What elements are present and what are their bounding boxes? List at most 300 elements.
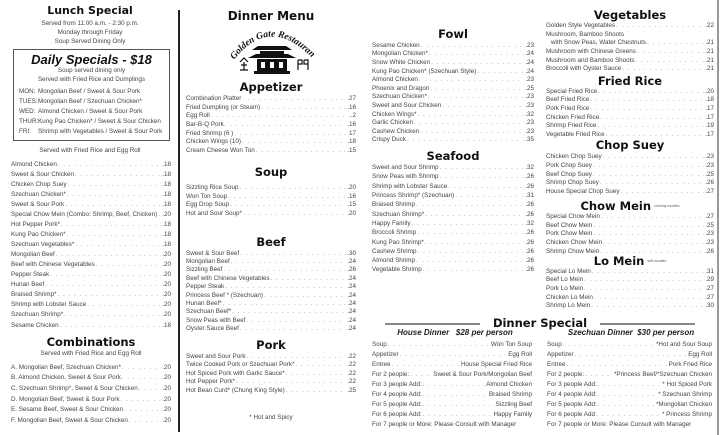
dot-leader bbox=[122, 364, 161, 371]
fowl-section bbox=[372, 28, 534, 144]
item-name: Beef Fried Rice bbox=[546, 96, 590, 104]
item-name: Sweet and Sour Shrimp bbox=[372, 164, 439, 172]
lunch-special-title: Lunch Special bbox=[47, 4, 133, 17]
item-price: .16 bbox=[347, 103, 356, 111]
dot-leader bbox=[211, 112, 350, 119]
item-price: .24 bbox=[347, 291, 356, 299]
lunch-hours: Served from 11:00 a.m. - 2:30 p.m. bbox=[41, 20, 139, 27]
item-name: Won Ton Soup bbox=[186, 192, 228, 200]
course-dish: * Szechuan Shrimp bbox=[658, 391, 712, 399]
item-price: .18 bbox=[347, 138, 356, 146]
dot-leader bbox=[425, 239, 524, 246]
menu-item bbox=[11, 179, 171, 189]
item-price: .22 bbox=[347, 361, 356, 369]
menu-item bbox=[372, 200, 534, 209]
section-title-text: Fried Rice bbox=[597, 74, 663, 88]
menu-item bbox=[11, 310, 171, 320]
item-price: .19 bbox=[705, 122, 714, 130]
dot-leader bbox=[122, 374, 161, 381]
dinner-course-row bbox=[547, 339, 712, 349]
dot-leader bbox=[234, 130, 348, 137]
course-label: For 4 people Add: bbox=[372, 391, 422, 399]
item-name: Hunan Beef* bbox=[186, 300, 222, 308]
course-label: For 2 people: bbox=[547, 370, 585, 378]
special-dish: Kung Pao Chicken* / Sweet & Sour Chicken bbox=[38, 118, 161, 126]
dot-leader bbox=[230, 201, 346, 208]
menu-item bbox=[372, 127, 534, 136]
menu-item bbox=[372, 93, 534, 102]
section-note: soft noodles bbox=[647, 259, 667, 263]
item-name: C. Szechuan Shrimp*, Sweet & Sour Chicken bbox=[11, 384, 138, 392]
menu-item bbox=[546, 229, 714, 238]
course-label: Entree bbox=[547, 360, 566, 368]
dot-leader bbox=[158, 211, 161, 218]
dinner-course-row bbox=[547, 379, 712, 389]
menu-item bbox=[372, 58, 534, 67]
dinner-course-row bbox=[372, 349, 532, 359]
item-price: .20 bbox=[162, 251, 171, 259]
menu-item bbox=[186, 266, 356, 274]
item-name: Fried Dumpling (or Steam) bbox=[186, 103, 261, 111]
dot-leader bbox=[231, 258, 346, 265]
daily-specials-list bbox=[19, 86, 169, 137]
item-name: Mushroom, Bamboo Shoots bbox=[546, 30, 625, 38]
dot-leader bbox=[428, 93, 524, 100]
item-name: Sizzling Beef bbox=[186, 266, 223, 274]
course-label: For 3 people Add: bbox=[372, 380, 422, 388]
dinner-course-row bbox=[372, 400, 532, 410]
szechuan-dinner-heading: Szechuan Dinner $30 per person bbox=[567, 328, 695, 337]
item-name: Beef Chow Mein bbox=[546, 221, 593, 229]
course-dish: Egg Roll bbox=[688, 350, 712, 358]
menu-item bbox=[186, 361, 356, 370]
dot-leader bbox=[637, 48, 704, 55]
dot-leader bbox=[240, 250, 346, 257]
course-dish: * Princess Shrimp bbox=[661, 411, 712, 419]
item-name: B. Almond Chicken, Sweet & Sour Pork bbox=[11, 374, 121, 382]
item-price: .18 bbox=[162, 170, 171, 178]
section-title bbox=[372, 150, 534, 163]
menu-item bbox=[11, 229, 171, 239]
menu-item bbox=[186, 257, 356, 265]
item-name: Shrimp Lo Mein bbox=[546, 302, 591, 310]
item-price: .20 bbox=[162, 406, 171, 414]
dot-leader bbox=[392, 361, 460, 368]
item-name: Hot Pepper Pork* bbox=[186, 378, 236, 386]
dot-leader bbox=[419, 76, 524, 83]
course-dish: Sizzling Beef bbox=[495, 401, 532, 409]
dot-leader bbox=[636, 57, 705, 64]
dinner-course-row bbox=[547, 389, 712, 399]
dot-leader bbox=[414, 119, 524, 126]
menu-item bbox=[546, 56, 714, 65]
dot-leader bbox=[67, 191, 161, 198]
menu-item bbox=[372, 172, 534, 181]
dot-leader bbox=[592, 268, 704, 275]
item-price: .31 bbox=[705, 267, 714, 275]
menu-item bbox=[186, 129, 356, 138]
item-name: Mushroom with Chinese Greens bbox=[546, 47, 636, 55]
item-price: .21 bbox=[705, 47, 714, 55]
menu-item bbox=[11, 280, 171, 290]
dot-leader bbox=[407, 136, 524, 143]
item-price: .27 bbox=[705, 293, 714, 301]
dot-leader bbox=[584, 285, 704, 292]
dinner-course-row bbox=[547, 359, 712, 369]
seafood-section bbox=[372, 150, 534, 275]
menu-item bbox=[372, 75, 534, 84]
dot-leader bbox=[423, 391, 488, 398]
item-name: Snow Peas with Beef bbox=[186, 316, 246, 324]
item-price: .20 bbox=[705, 87, 714, 95]
menu-item bbox=[372, 110, 534, 119]
dot-leader bbox=[61, 221, 161, 228]
item-price: .21 bbox=[705, 56, 714, 64]
item-name: Crispy Duck bbox=[372, 136, 406, 144]
section-title-text: Beef bbox=[256, 235, 286, 249]
item-name: Kung Pao Shrimp* bbox=[372, 238, 424, 246]
item-price: .23 bbox=[525, 76, 534, 84]
menu-item bbox=[186, 183, 356, 192]
hot-and-spicy-note: * Hot and Spicy bbox=[249, 414, 293, 421]
lunch-items bbox=[11, 159, 171, 330]
dot-leader bbox=[121, 396, 162, 403]
dot-leader bbox=[232, 308, 346, 315]
dot-leader bbox=[596, 411, 661, 418]
dot-leader bbox=[410, 371, 432, 378]
item-name: Hunan Beef bbox=[11, 281, 45, 289]
dot-leader bbox=[591, 302, 704, 309]
item-price: .22 bbox=[347, 378, 356, 386]
item-price: .18 bbox=[162, 190, 171, 198]
menu-item bbox=[372, 191, 534, 200]
menu-item bbox=[186, 274, 356, 282]
menu-item bbox=[372, 219, 534, 228]
dot-leader bbox=[597, 122, 704, 129]
item-name: Snow White Chicken bbox=[372, 58, 431, 66]
item-name: Almond Chicken bbox=[372, 76, 418, 84]
item-price: .20 bbox=[162, 271, 171, 279]
menu-item bbox=[11, 159, 171, 169]
menu-item bbox=[11, 404, 171, 415]
dot-leader bbox=[603, 239, 704, 246]
item-name: Shrimp with Lobster Sauce bbox=[11, 301, 87, 309]
dot-leader bbox=[68, 181, 162, 188]
item-price: .20 bbox=[162, 301, 171, 309]
dot-leader bbox=[296, 361, 347, 368]
menu-item bbox=[186, 378, 356, 387]
lunch-served-with: Served with Fried Rice and Egg Roll bbox=[39, 147, 141, 154]
dot-leader bbox=[129, 417, 161, 424]
menu-item bbox=[11, 383, 171, 394]
daily-special-row bbox=[19, 117, 169, 127]
dot-leader bbox=[236, 378, 346, 385]
dot-leader bbox=[425, 211, 524, 218]
item-price: .20 bbox=[347, 183, 356, 191]
item-name: Beef Chop Suey bbox=[546, 170, 592, 178]
lunch-days: Monday through Friday bbox=[57, 29, 123, 36]
item-name: Mongolian Chicken* bbox=[372, 50, 429, 58]
course-dish: Almond Chicken bbox=[486, 380, 532, 388]
item-price: .20 bbox=[162, 281, 171, 289]
item-name: Almond Shrimp bbox=[372, 257, 416, 265]
item-name: Kung Pao Chicken* (Szechuan Style) bbox=[372, 67, 477, 75]
item-price: .20 bbox=[162, 261, 171, 269]
dinner-course-row bbox=[372, 389, 532, 399]
menu-item bbox=[186, 112, 356, 121]
item-price: .26 bbox=[705, 179, 714, 187]
dot-leader bbox=[225, 121, 346, 128]
section-title bbox=[546, 200, 714, 212]
item-price: .27 bbox=[705, 188, 714, 196]
menu-item bbox=[186, 192, 356, 201]
section-title bbox=[11, 336, 171, 349]
menu-item bbox=[546, 221, 714, 230]
item-name: F. Mongolian Beef, Sweet & Sour Chicken bbox=[11, 416, 128, 424]
dot-leader bbox=[420, 128, 524, 135]
course-dish: House Special Fried Rice bbox=[460, 360, 532, 368]
dot-leader bbox=[225, 283, 346, 290]
item-price: .23 bbox=[525, 127, 534, 135]
item-name: Pepper Steak bbox=[11, 271, 50, 279]
dot-leader bbox=[594, 294, 704, 301]
menu-item bbox=[11, 209, 171, 219]
item-price: .23 bbox=[525, 41, 534, 49]
dot-leader bbox=[590, 105, 704, 112]
dinner-menu-title: Dinner Menu bbox=[227, 9, 315, 23]
item-price: .23 bbox=[705, 230, 714, 238]
menu-item bbox=[546, 301, 714, 310]
item-name: Broccoli with Oyster Sauce bbox=[546, 65, 622, 73]
item-name: Mongolian Beef bbox=[186, 258, 230, 266]
restaurant-logo bbox=[224, 24, 320, 78]
dot-leader bbox=[400, 351, 508, 358]
item-name: Twice Cooked Pork or Szechuan Pork* bbox=[186, 361, 295, 369]
logo-text: Golden Gate Restauran bbox=[228, 29, 317, 62]
item-name: Szechuan Vegetables* bbox=[11, 241, 75, 249]
item-price: .15 bbox=[347, 146, 356, 154]
course-dish: *Hot and Sour Soup bbox=[655, 340, 712, 348]
item-name: Szechuan Shrimp* bbox=[11, 311, 64, 319]
dot-leader bbox=[440, 173, 525, 180]
dot-leader bbox=[605, 131, 704, 138]
item-name: Beef Lo Mein bbox=[546, 276, 584, 284]
item-name: House Special Chop Suey bbox=[546, 188, 620, 196]
item-name: Chicken Chop Suey bbox=[11, 180, 67, 188]
dot-leader bbox=[448, 183, 524, 190]
page-edge bbox=[717, 0, 719, 435]
dot-leader bbox=[124, 406, 161, 413]
dot-leader bbox=[423, 411, 493, 418]
course-dish: * Hot Spiced Pork bbox=[662, 380, 712, 388]
item-name: Egg Drop Soup bbox=[186, 201, 230, 209]
dot-leader bbox=[600, 114, 704, 121]
item-price: .35 bbox=[525, 136, 534, 144]
dinner-course-row bbox=[547, 410, 712, 420]
item-price: .27 bbox=[705, 212, 714, 220]
item-price: .23 bbox=[705, 162, 714, 170]
item-price: .24 bbox=[525, 58, 534, 66]
dot-leader bbox=[590, 96, 704, 103]
menu-item bbox=[546, 212, 714, 221]
course-label: For 3 people Add: bbox=[547, 380, 597, 388]
dot-leader bbox=[593, 230, 704, 237]
section-note: crunchy noodles bbox=[654, 204, 680, 208]
dot-leader bbox=[50, 271, 161, 278]
dot-leader bbox=[423, 266, 525, 273]
menu-item bbox=[372, 163, 534, 172]
course-dish: Pork Fried Rice bbox=[668, 360, 712, 368]
column-divider bbox=[178, 10, 180, 432]
item-price: .22 bbox=[705, 21, 714, 29]
item-price: .30 bbox=[347, 249, 356, 257]
course-label: Appetizer bbox=[372, 350, 399, 358]
dot-leader bbox=[598, 88, 704, 95]
menu-item bbox=[546, 170, 714, 179]
appetizer-section bbox=[186, 81, 356, 155]
menu-item bbox=[186, 299, 356, 307]
item-price: .20 bbox=[162, 311, 171, 319]
item-name: Pork Chop Suey bbox=[546, 162, 592, 170]
item-price: .23 bbox=[525, 93, 534, 101]
item-name: Chicken Chop Suey bbox=[546, 153, 602, 161]
item-price: .23 bbox=[525, 119, 534, 127]
daily-specials-title: Daily Specials - $18 bbox=[31, 52, 152, 67]
menu-item bbox=[186, 308, 356, 316]
menu-item bbox=[546, 276, 714, 285]
menu-item bbox=[372, 67, 534, 76]
menu-item bbox=[186, 386, 356, 395]
item-name: Kung Pao Chicken* bbox=[11, 230, 66, 238]
item-name: Sweet & Sour Chicken bbox=[11, 170, 74, 178]
dot-leader bbox=[223, 300, 347, 307]
item-price: .20 bbox=[162, 374, 171, 382]
menu-item bbox=[546, 21, 714, 30]
item-price: .26 bbox=[525, 266, 534, 274]
item-price: .16 bbox=[347, 192, 356, 200]
item-name: Cashew Shrimp bbox=[372, 247, 417, 255]
item-name: A. Mongolian Beef, Szechuan Chicken* bbox=[11, 363, 121, 371]
dinner-course-row bbox=[372, 410, 532, 420]
dot-leader bbox=[429, 50, 524, 57]
menu-item bbox=[372, 247, 534, 256]
day-label: THUR: bbox=[19, 118, 39, 126]
dot-leader bbox=[621, 188, 705, 195]
menu-item bbox=[186, 291, 356, 299]
dot-leader bbox=[87, 301, 161, 308]
item-price: .25 bbox=[705, 221, 714, 229]
menu-item bbox=[546, 153, 714, 162]
dot-leader bbox=[286, 387, 347, 394]
item-price: .26 bbox=[525, 238, 534, 246]
section-title bbox=[186, 81, 356, 95]
pagoda-icon bbox=[248, 46, 296, 74]
item-price: .18 bbox=[162, 230, 171, 238]
course-label: Appetizer bbox=[547, 350, 574, 358]
item-name: Chicken Wings (10) bbox=[186, 138, 241, 146]
item-price: .26 bbox=[525, 229, 534, 237]
menu-item bbox=[546, 47, 714, 56]
item-name: Braised Shrimp bbox=[372, 201, 416, 209]
item-name: Special Fried Rice bbox=[546, 87, 598, 95]
dot-leader bbox=[58, 161, 161, 168]
dot-leader bbox=[622, 65, 704, 72]
menu-item bbox=[372, 50, 534, 59]
special-dish: Shrimp with Vegetables / Sweet & Sour Pork bbox=[38, 128, 163, 136]
item-price: .18 bbox=[162, 180, 171, 188]
dinner-course-row bbox=[372, 359, 532, 369]
course-dish: Won Ton Soup bbox=[490, 340, 532, 348]
menu-item bbox=[11, 250, 171, 260]
menu-item bbox=[546, 38, 714, 47]
menu-item bbox=[186, 249, 356, 257]
item-price: .26 bbox=[525, 247, 534, 255]
menu-item bbox=[11, 169, 171, 179]
item-name: Braised Shrimp* bbox=[11, 291, 57, 299]
dot-leader bbox=[593, 171, 704, 178]
item-name: Special Chow Mein (Combo: Shrimp, Beef, Chicken) bbox=[11, 210, 158, 218]
vegetables-section bbox=[546, 9, 714, 73]
item-name: Oyster Sauce Beef bbox=[186, 325, 239, 333]
menu-item bbox=[11, 270, 171, 280]
item-name: Shrimp Chow Mein bbox=[546, 247, 600, 255]
menu-item bbox=[372, 118, 534, 127]
dot-leader bbox=[598, 401, 655, 408]
item-name: Szechuan Chicken* bbox=[11, 190, 66, 198]
menu-item bbox=[11, 320, 171, 330]
combinations-section bbox=[11, 336, 171, 426]
course-dish: Happy Family bbox=[493, 411, 532, 419]
item-price: .24 bbox=[347, 283, 356, 291]
item-name: Cashew Chicken bbox=[372, 127, 420, 135]
item-price: .32 bbox=[525, 219, 534, 227]
section-title bbox=[546, 75, 714, 87]
dot-leader bbox=[563, 341, 655, 348]
dot-leader bbox=[247, 353, 347, 360]
consult-manager-note: For 7 people or More: Please Consult with Manager bbox=[547, 421, 692, 429]
course-label: Soup bbox=[372, 340, 387, 348]
menu-item bbox=[372, 228, 534, 237]
dinner-course-row bbox=[547, 369, 712, 379]
section-title bbox=[546, 255, 714, 267]
menu-item bbox=[11, 290, 171, 300]
section-title-text: Chow Mein bbox=[580, 199, 652, 213]
dot-leader bbox=[417, 229, 524, 236]
item-name: Broccoli Shrimp bbox=[372, 229, 417, 237]
item-name: Special Chow Mein bbox=[546, 212, 600, 220]
dot-leader bbox=[271, 275, 347, 282]
menu-item bbox=[11, 373, 171, 384]
menu-item bbox=[11, 189, 171, 199]
item-price: .32 bbox=[525, 164, 534, 172]
dot-leader bbox=[416, 201, 524, 208]
dot-leader bbox=[423, 401, 495, 408]
menu-item bbox=[546, 113, 714, 122]
dot-leader bbox=[242, 138, 346, 145]
soup-section bbox=[186, 166, 356, 218]
menu-item bbox=[372, 265, 534, 274]
item-price: .25 bbox=[525, 84, 534, 92]
menu-item bbox=[372, 256, 534, 265]
item-name: Shrimp Fried Rice bbox=[546, 122, 597, 130]
item-price: .15 bbox=[347, 201, 356, 209]
item-price: 17 bbox=[348, 129, 356, 137]
dot-leader bbox=[598, 381, 662, 388]
item-name: Hot Spiced Pork with Garlic Sauce* bbox=[186, 369, 285, 377]
section-title bbox=[372, 28, 534, 41]
item-name: Szechuan Chicken* bbox=[372, 93, 427, 101]
daily-specials-soup: Soup served dining only bbox=[57, 67, 126, 74]
